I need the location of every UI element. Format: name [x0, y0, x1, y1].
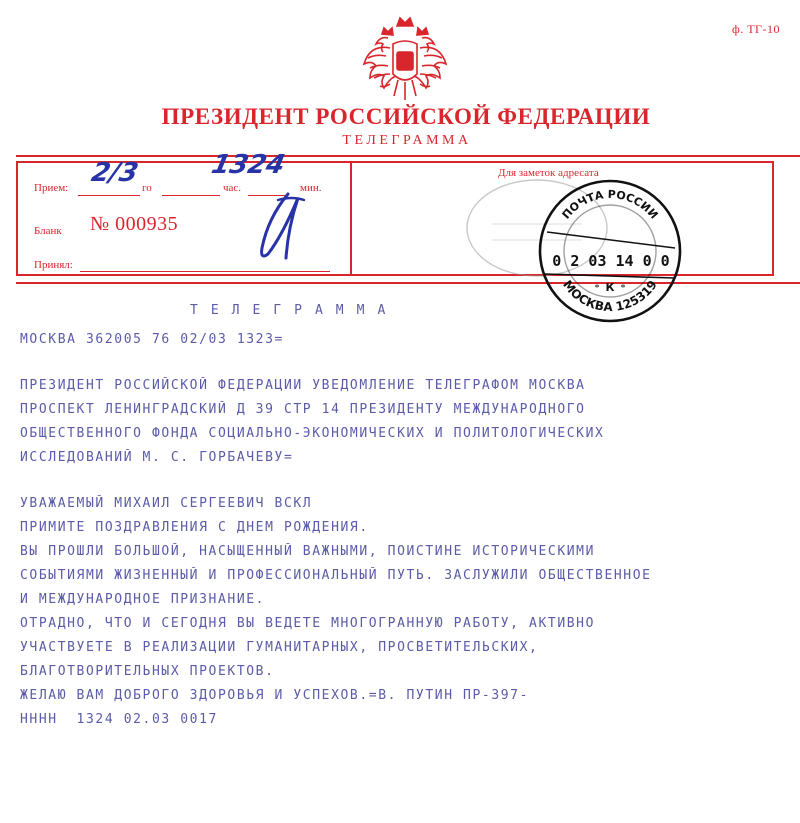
body-line: БЛАГОТВОРИТЕЛЬНЫХ ПРОЕКТОВ.	[20, 664, 275, 679]
handwritten-signature	[248, 188, 308, 264]
postmark-letter: К	[605, 281, 615, 294]
day-unit-label: го	[142, 182, 152, 194]
address-line: ИССЛЕДОВАНИЙ М. С. ГОРБАЧЕВУ=	[20, 450, 294, 465]
postmark-top-text: ПОЧТА РОССИИ	[559, 187, 661, 222]
address-line: ОБЩЕСТВЕННОГО ФОНДА СОЦИАЛЬНО-ЭКОНОМИЧЕСКИХ И ПОЛИТОЛОГИЧЕСКИХ	[20, 426, 605, 441]
notes-label: Для заметок адресата	[498, 167, 599, 179]
body-line: ВЫ ПРОШЛИ БОЛЬШОЙ, НАСЫЩЕННЫЙ ВАЖНЫМИ, ПОИСТИНЕ ИСТОРИЧЕСКИМИ	[20, 544, 596, 559]
svg-text:*: *	[620, 283, 626, 294]
minute-unit-label: мин.	[300, 182, 322, 194]
postmark-bottom-text: МОСКВА 125319	[560, 277, 660, 315]
received-day-line	[78, 195, 140, 196]
blank-number: № 000935	[90, 213, 179, 235]
received-hour-line	[162, 195, 220, 196]
address-line: ПРОСПЕКТ ЛЕНИНГРАДСКИЙ Д 39 СТР 14 ПРЕЗИДЕНТУ МЕЖДУНАРОДНОГО	[20, 402, 586, 417]
telegram-heading: ТЕЛЕГРАММА	[190, 303, 399, 318]
body-line: НННН 1324 02.03 0017	[20, 712, 218, 727]
handwritten-time: 1324	[208, 150, 288, 180]
body-line: УЧАСТВУЕТЕ В РЕАЛИЗАЦИИ ГУМАНИТАРНЫХ, ПРОСВЕТИТЕЛЬСКИХ,	[20, 640, 539, 655]
accepted-label: Принял:	[34, 259, 73, 271]
header-subtitle: ТЕЛЕГРАММА	[342, 133, 472, 148]
handwritten-day: 2/3	[88, 158, 141, 188]
frame-divider	[350, 163, 352, 274]
body-line: ЖЕЛАЮ ВАМ ДОБРОГО ЗДОРОВЬЯ И УСПЕХОВ.=В. ПУТИН ПР-397-	[20, 688, 530, 703]
body-line: СОБЫТИЯМИ ЖИЗНЕННЫЙ И ПРОФЕССИОНАЛЬНЫЙ ПУТЬ. ЗАСЛУЖИЛИ ОБЩЕСТВЕННОЕ	[20, 568, 652, 583]
form-code: ф. ТГ-10	[731, 22, 780, 36]
double-headed-eagle-emblem	[360, 14, 450, 102]
telegram-routing: МОСКВА 362005 76 02/03 1323=	[20, 332, 284, 347]
postmark-stamp	[535, 176, 685, 326]
header-title: ПРЕЗИДЕНТ РОССИЙСКОЙ ФЕДЕРАЦИИ	[161, 104, 651, 129]
received-label: Прием:	[34, 182, 69, 194]
postmark-date: 0 2 03 14 0 0	[552, 252, 670, 270]
top-rule	[16, 155, 800, 157]
svg-text:*: *	[594, 283, 600, 294]
body-line: ПРИМИТЕ ПОЗДРАВЛЕНИЯ С ДНЕМ РОЖДЕНИЯ.	[20, 520, 369, 535]
body-line: И МЕЖДУНАРОДНОЕ ПРИЗНАНИЕ.	[20, 592, 266, 607]
hour-unit-label: час.	[223, 182, 242, 194]
accepted-line	[80, 271, 330, 272]
blank-label: Бланк	[34, 225, 62, 237]
address-line: ПРЕЗИДЕНТ РОССИЙСКОЙ ФЕДЕРАЦИИ УВЕДОМЛЕНИЕ ТЕЛЕГРАФОМ МОСКВА	[20, 378, 586, 393]
body-line: УВАЖАЕМЫЙ МИХАИЛ СЕРГЕЕВИЧ ВСКЛ	[20, 496, 313, 511]
body-line: ОТРАДНО, ЧТО И СЕГОДНЯ ВЫ ВЕДЕТЕ МНОГОГРАННУЮ РАБОТУ, АКТИВНО	[20, 616, 596, 631]
